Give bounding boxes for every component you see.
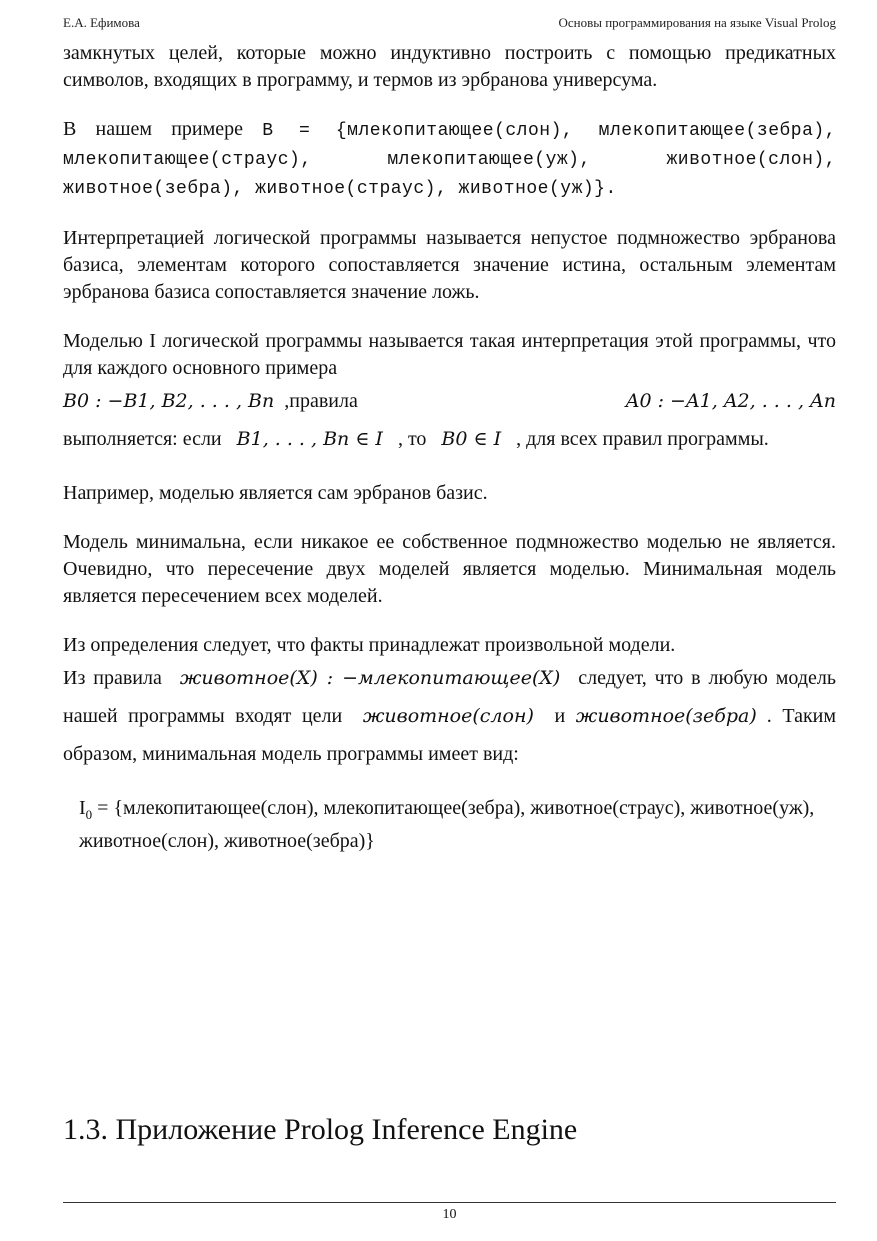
paragraph-example-basis [63, 116, 836, 203]
header-course-title: Основы программирования на языке Visual Prolog [558, 15, 836, 30]
facts-intro: Из определения следует, что факты принадлежат произвольной модели. [63, 634, 676, 656]
model-formula-line [63, 382, 836, 420]
model-definition-intro: Моделью I логической программы называется такая интерпретация этой программы, что для каждого основного примера [63, 330, 836, 379]
example-basis-code: B = {млекопитающее(слон), млекопитающее(зебра), млекопитающее(страус), млекопитающее(уж), животное(слон), животное(зебра), животное(страус), животное(уж)}. [63, 121, 837, 199]
minimal-model-set [63, 795, 836, 855]
formula-premises-in-model: B1, . . . , Bn ∈ I [236, 428, 383, 450]
header-author: Е.А. Ефимова [63, 15, 140, 30]
facts-conclusion: . Таким образом, минимальная модель программы имеет вид: [63, 705, 837, 765]
facts-and: и [554, 705, 566, 727]
formula-ground-instance: B0 : −B1, B2, . . . , Bn [63, 390, 275, 412]
body-text [63, 40, 836, 877]
model-subscript: 0 [85, 807, 93, 822]
running-header [63, 15, 836, 31]
condition-prefix: выполняется: если [63, 428, 222, 450]
footer-divider [63, 1202, 836, 1203]
formula-animal-rule: животное(X) : −млекопитающее(X) [179, 667, 561, 689]
document-page [63, 0, 836, 1241]
formula-goal-zebra: животное(зебра) [575, 705, 757, 727]
paragraph-facts-in-model [63, 632, 836, 773]
condition-suffix: , для всех правил программы. [516, 428, 769, 450]
facts-rule-suffix: следует, что в любую модель нашей программы входят цели [63, 667, 837, 727]
section-heading: 1.3. Приложение Prolog Inference Engine [63, 1113, 578, 1146]
rule-label: ,правила [284, 390, 358, 412]
page-number: 10 [442, 1207, 457, 1222]
paragraph-herbrand-model-example: Например, моделью является сам эрбранов базис. [63, 482, 488, 504]
formula-head-in-model: B0 ∈ I [441, 428, 502, 450]
paragraph-interpretation-definition: Интерпретацией логической программы называется непустое подмножество эрбранова базиса, элементам которого сопоставляется значение истина, остальным элементам эрбранова базиса сопоставляется значение ложь. [63, 227, 836, 303]
model-elements: = {млекопитающее(слон), млекопитающее(зебра), животное(страус), животное(уж), животное(слон), животное(зебра)} [79, 797, 815, 852]
paragraph-minimal-model: Модель минимальна, если никакое ее собственное подмножество моделью не является. Очевидно, что пересечение двух моделей является моделью. Минимальная модель является пересечением всех моделей. [63, 531, 836, 607]
model-symbol: I [79, 797, 86, 819]
paragraph-continuation: замкнутых целей, которые можно индуктивно построить с помощью предикатных символов, входящих в программу, и термов из эрбранова универсума. [63, 42, 836, 91]
condition-mid: , то [397, 428, 427, 450]
formula-goal-elephant: животное(слон) [362, 705, 534, 727]
paragraph-model-definition [63, 328, 836, 458]
facts-rule-prefix: Из правила [63, 667, 162, 689]
example-prefix: В нашем примере [63, 118, 244, 140]
model-condition-line [63, 420, 836, 458]
formula-rule: A0 : −A1, A2, . . . , An [625, 390, 836, 412]
facts-rule-line [63, 659, 836, 773]
